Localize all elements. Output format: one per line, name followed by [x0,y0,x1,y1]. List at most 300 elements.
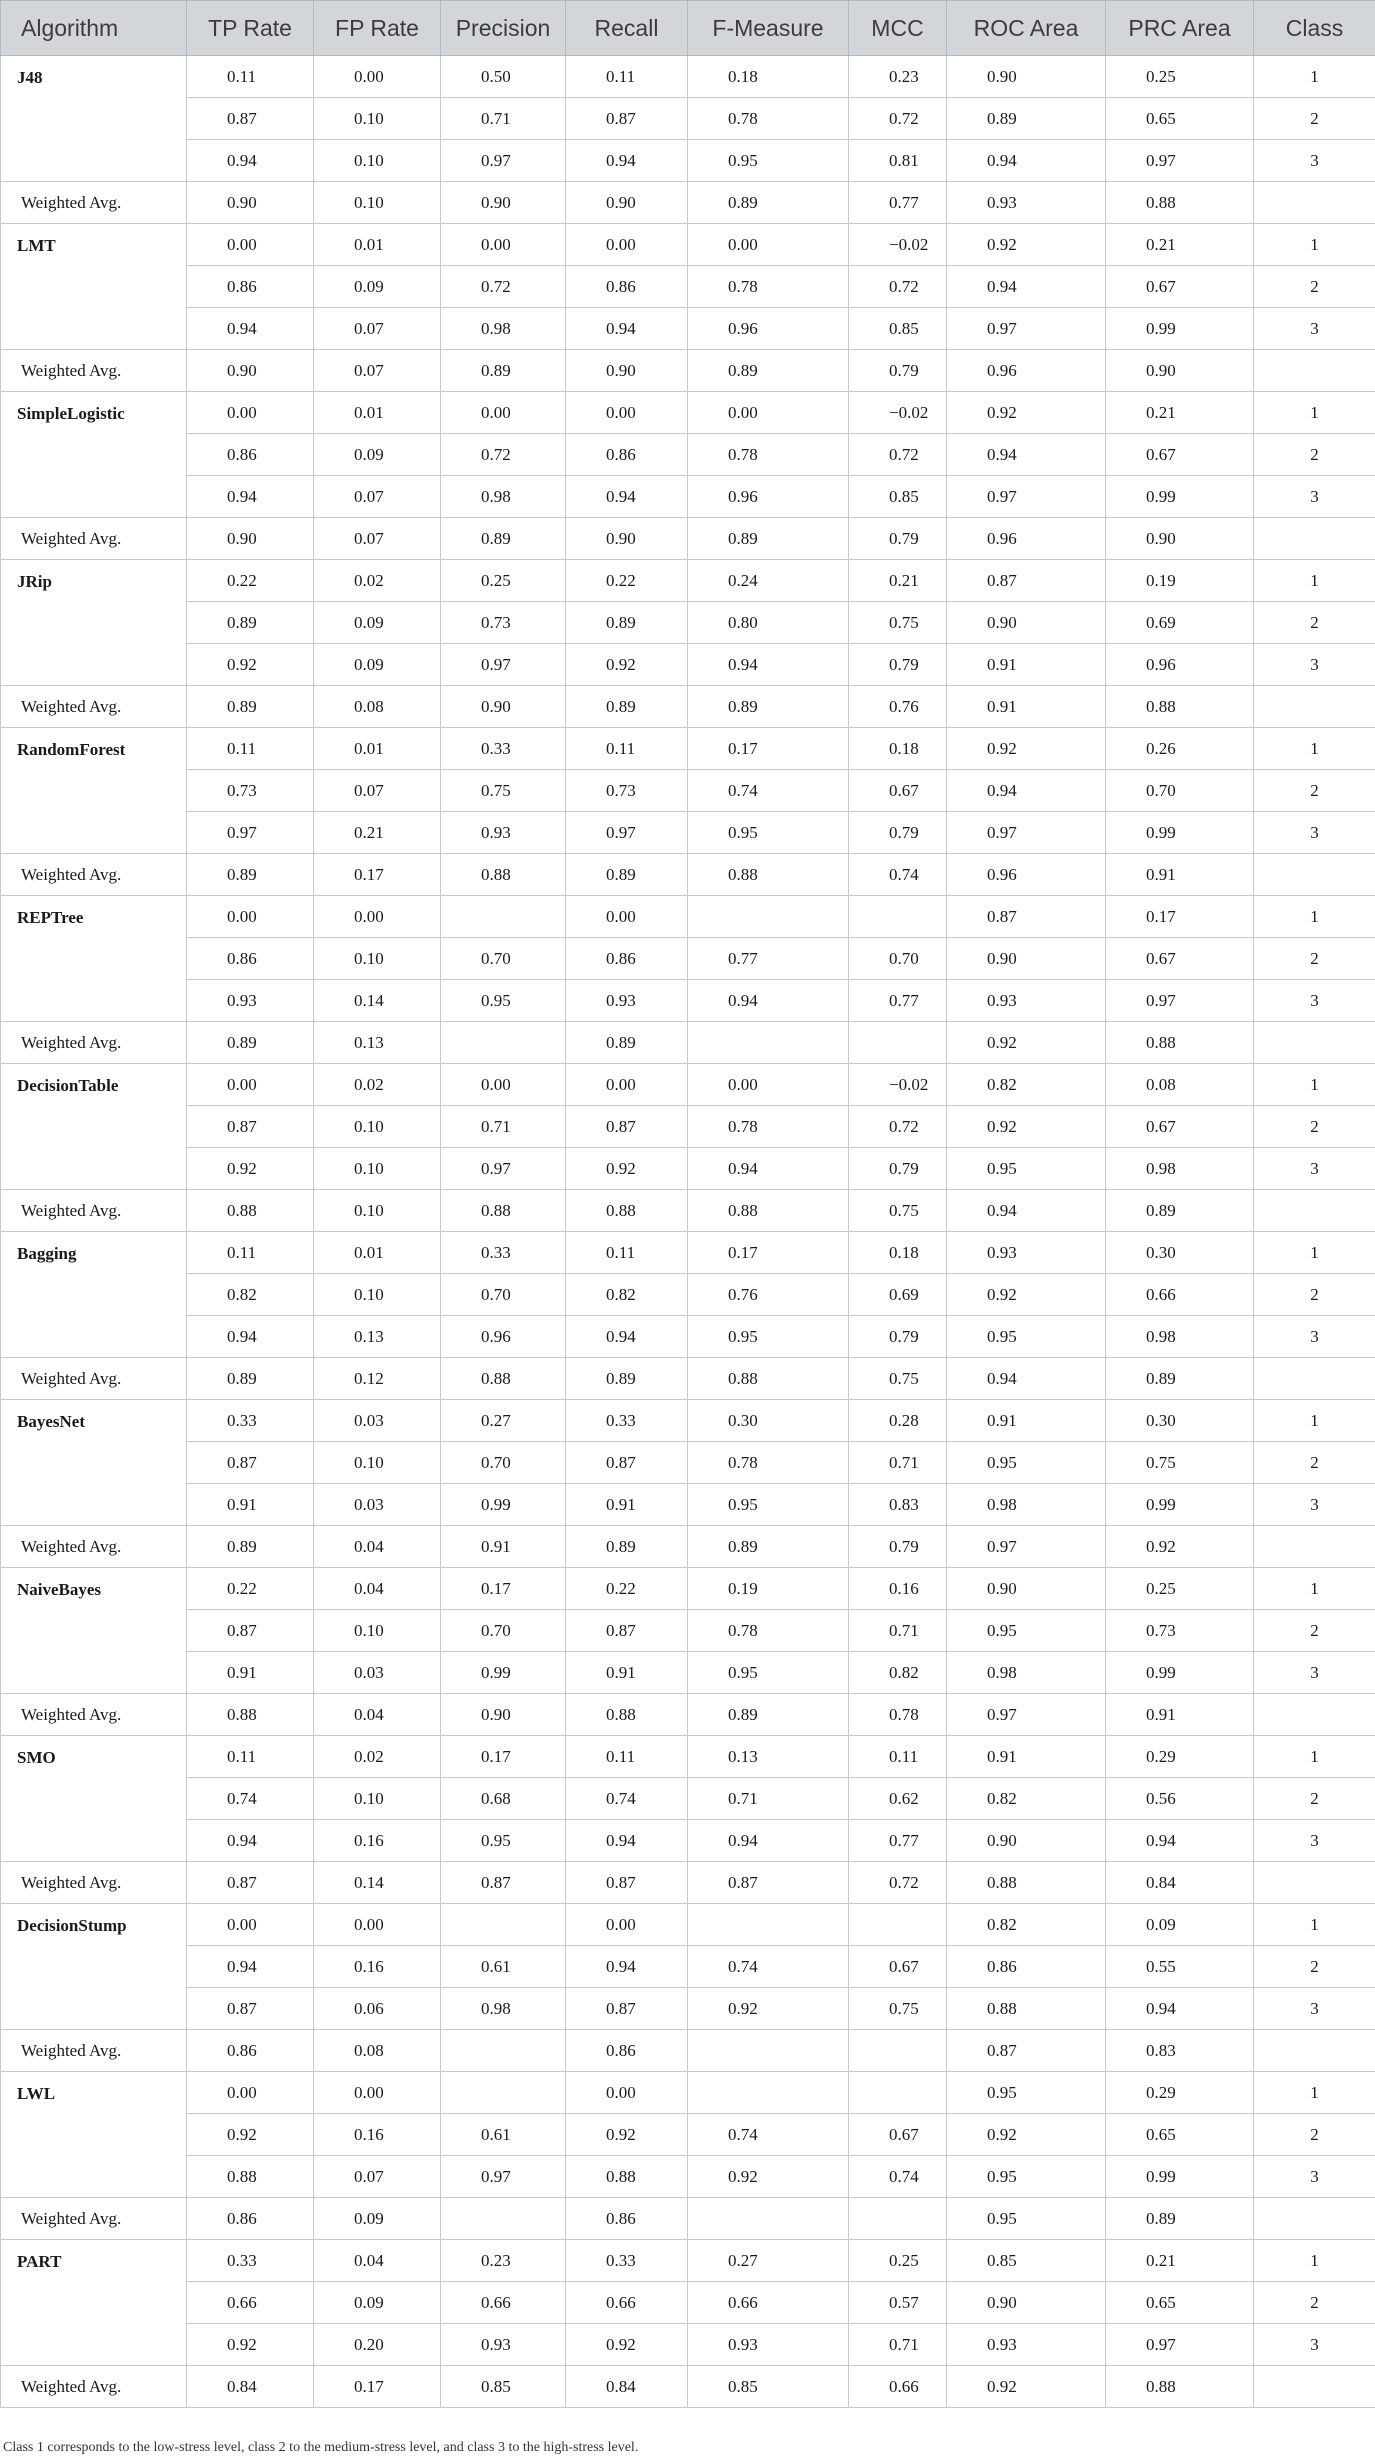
cell-class: 2 [1254,1610,1375,1652]
avg-tp-rate: 0.87 [187,1862,314,1904]
cell-fp-rate: 0.01 [314,224,441,266]
table-row [1,2156,1375,2198]
cell-roc-area: 0.82 [947,1904,1106,1946]
cell-precision: 0.25 [441,560,566,602]
avg-precision [441,1022,566,1064]
cell-mcc: 0.18 [849,728,947,770]
cell-tp-rate: 0.94 [187,308,314,350]
cell-precision: 0.00 [441,1064,566,1106]
avg-mcc: 0.79 [849,518,947,560]
cell-precision: 0.93 [441,812,566,854]
cell-f-measure: 0.74 [688,1946,849,1988]
cell-mcc: 0.21 [849,560,947,602]
cell-mcc: 0.25 [849,2240,947,2282]
cell-class: 3 [1254,1988,1375,2030]
cell-class: 2 [1254,1274,1375,1316]
avg-f-measure: 0.89 [688,1694,849,1736]
avg-roc-area: 0.91 [947,686,1106,728]
cell-roc-area: 0.90 [947,938,1106,980]
cell-tp-rate: 0.87 [187,98,314,140]
algorithm-name: Bagging [1,1232,187,1358]
avg-prc-area: 0.88 [1106,182,1254,224]
cell-precision [441,896,566,938]
cell-roc-area: 0.90 [947,56,1106,98]
avg-precision: 0.90 [441,1694,566,1736]
cell-prc-area: 0.98 [1106,1148,1254,1190]
avg-prc-area: 0.89 [1106,1358,1254,1400]
cell-mcc: 0.18 [849,1232,947,1274]
cell-roc-area: 0.92 [947,2114,1106,2156]
cell-tp-rate: 0.89 [187,602,314,644]
cell-prc-area: 0.97 [1106,980,1254,1022]
avg-f-measure: 0.89 [688,686,849,728]
cell-roc-area: 0.93 [947,2324,1106,2366]
cell-fp-rate: 0.07 [314,308,441,350]
avg-roc-area: 0.94 [947,1358,1106,1400]
weighted-avg-label: Weighted Avg. [1,2198,187,2240]
cell-fp-rate: 0.09 [314,266,441,308]
table-row [1,476,1375,518]
weighted-avg-row [1,2030,1375,2072]
cell-roc-area: 0.97 [947,812,1106,854]
cell-f-measure: 0.78 [688,434,849,476]
cell-prc-area: 0.25 [1106,56,1254,98]
cell-tp-rate: 0.00 [187,896,314,938]
header-f-measure: F-Measure [688,1,849,56]
cell-class: 1 [1254,2240,1375,2282]
avg-roc-area: 0.92 [947,2366,1106,2408]
cell-class: 1 [1254,1736,1375,1778]
cell-recall: 0.87 [566,1106,688,1148]
table-row [1,1106,1375,1148]
avg-recall: 0.89 [566,1022,688,1064]
cell-prc-area: 0.96 [1106,644,1254,686]
cell-f-measure: 0.24 [688,560,849,602]
cell-precision: 0.17 [441,1568,566,1610]
avg-roc-area: 0.97 [947,1526,1106,1568]
cell-recall: 0.86 [566,434,688,476]
cell-roc-area: 0.82 [947,1778,1106,1820]
cell-prc-area: 0.70 [1106,770,1254,812]
cell-recall: 0.11 [566,56,688,98]
avg-class [1254,2198,1375,2240]
avg-class [1254,350,1375,392]
cell-recall: 0.87 [566,1988,688,2030]
cell-f-measure: 0.93 [688,2324,849,2366]
cell-class: 2 [1254,602,1375,644]
cell-f-measure: 0.95 [688,812,849,854]
cell-mcc: 0.74 [849,2156,947,2198]
cell-prc-area: 0.99 [1106,2156,1254,2198]
cell-f-measure: 0.96 [688,476,849,518]
avg-class [1254,518,1375,560]
cell-fp-rate: 0.02 [314,560,441,602]
cell-f-measure: 0.13 [688,1736,849,1778]
avg-fp-rate: 0.07 [314,350,441,392]
cell-f-measure: 0.27 [688,2240,849,2282]
table-row [1,1148,1375,1190]
cell-mcc: 0.85 [849,308,947,350]
avg-prc-area: 0.91 [1106,1694,1254,1736]
cell-tp-rate: 0.94 [187,476,314,518]
cell-fp-rate: 0.01 [314,728,441,770]
cell-class: 2 [1254,770,1375,812]
weighted-avg-row [1,1190,1375,1232]
cell-f-measure: 0.18 [688,56,849,98]
table-row [1,1274,1375,1316]
table-row [1,728,1375,770]
cell-f-measure: 0.77 [688,938,849,980]
table-row [1,1232,1375,1274]
cell-fp-rate: 0.06 [314,1988,441,2030]
table-row [1,1820,1375,1862]
weighted-avg-row [1,1694,1375,1736]
cell-precision: 0.27 [441,1400,566,1442]
avg-f-measure: 0.88 [688,1190,849,1232]
algorithm-name: LWL [1,2072,187,2198]
cell-fp-rate: 0.00 [314,2072,441,2114]
table-row [1,1610,1375,1652]
cell-class: 2 [1254,1946,1375,1988]
cell-recall: 0.94 [566,1946,688,1988]
cell-recall: 0.33 [566,2240,688,2282]
avg-roc-area: 0.95 [947,2198,1106,2240]
cell-f-measure: 0.00 [688,392,849,434]
cell-mcc: 0.28 [849,1400,947,1442]
cell-roc-area: 0.90 [947,2282,1106,2324]
cell-fp-rate: 0.01 [314,392,441,434]
cell-f-measure: 0.71 [688,1778,849,1820]
cell-tp-rate: 0.22 [187,560,314,602]
cell-roc-area: 0.95 [947,1148,1106,1190]
avg-f-measure: 0.89 [688,1526,849,1568]
cell-tp-rate: 0.86 [187,938,314,980]
cell-precision: 0.72 [441,434,566,476]
cell-f-measure: 0.96 [688,308,849,350]
cell-class: 2 [1254,1442,1375,1484]
weighted-avg-label: Weighted Avg. [1,1526,187,1568]
cell-prc-area: 0.19 [1106,560,1254,602]
table-row [1,770,1375,812]
avg-mcc: 0.76 [849,686,947,728]
cell-f-measure [688,896,849,938]
cell-precision: 0.99 [441,1484,566,1526]
cell-roc-area: 0.92 [947,1274,1106,1316]
cell-fp-rate: 0.01 [314,1232,441,1274]
cell-tp-rate: 0.73 [187,770,314,812]
cell-recall: 0.33 [566,1400,688,1442]
cell-roc-area: 0.89 [947,98,1106,140]
cell-mcc: 0.75 [849,602,947,644]
cell-fp-rate: 0.00 [314,1904,441,1946]
cell-class: 3 [1254,140,1375,182]
cell-prc-area: 0.69 [1106,602,1254,644]
cell-tp-rate: 0.22 [187,1568,314,1610]
weighted-avg-label: Weighted Avg. [1,2030,187,2072]
cell-precision: 0.99 [441,1652,566,1694]
cell-tp-rate: 0.87 [187,1610,314,1652]
cell-f-measure [688,1904,849,1946]
cell-f-measure: 0.94 [688,1820,849,1862]
cell-f-measure: 0.74 [688,2114,849,2156]
cell-fp-rate: 0.14 [314,980,441,1022]
cell-tp-rate: 0.00 [187,2072,314,2114]
cell-recall: 0.22 [566,560,688,602]
avg-f-measure: 0.85 [688,2366,849,2408]
cell-tp-rate: 0.88 [187,2156,314,2198]
cell-mcc: 0.62 [849,1778,947,1820]
cell-class: 2 [1254,434,1375,476]
table-row [1,938,1375,980]
weighted-avg-label: Weighted Avg. [1,854,187,896]
cell-class: 3 [1254,1316,1375,1358]
cell-roc-area: 0.88 [947,1988,1106,2030]
table-row [1,602,1375,644]
avg-class [1254,1358,1375,1400]
cell-recall: 0.87 [566,98,688,140]
avg-tp-rate: 0.86 [187,2030,314,2072]
cell-recall: 0.87 [566,1442,688,1484]
avg-roc-area: 0.92 [947,1022,1106,1064]
cell-prc-area: 0.73 [1106,1610,1254,1652]
avg-precision [441,2030,566,2072]
cell-tp-rate: 0.92 [187,2114,314,2156]
avg-precision: 0.89 [441,350,566,392]
avg-tp-rate: 0.90 [187,182,314,224]
cell-mcc: −0.02 [849,392,947,434]
cell-roc-area: 0.92 [947,224,1106,266]
cell-f-measure: 0.78 [688,1106,849,1148]
avg-recall: 0.88 [566,1190,688,1232]
cell-mcc: 0.70 [849,938,947,980]
cell-recall: 0.00 [566,2072,688,2114]
table-row [1,56,1375,98]
avg-recall: 0.87 [566,1862,688,1904]
avg-f-measure: 0.87 [688,1862,849,1904]
cell-prc-area: 0.09 [1106,1904,1254,1946]
header-mcc: MCC [849,1,947,56]
avg-fp-rate: 0.08 [314,686,441,728]
cell-roc-area: 0.85 [947,2240,1106,2282]
cell-roc-area: 0.87 [947,896,1106,938]
cell-recall: 0.94 [566,1316,688,1358]
cell-f-measure: 0.17 [688,1232,849,1274]
cell-prc-area: 0.75 [1106,1442,1254,1484]
avg-recall: 0.89 [566,686,688,728]
cell-f-measure: 0.00 [688,224,849,266]
cell-f-measure: 0.95 [688,140,849,182]
cell-class: 3 [1254,1652,1375,1694]
cell-recall: 0.94 [566,476,688,518]
cell-fp-rate: 0.09 [314,602,441,644]
table-row [1,2240,1375,2282]
cell-fp-rate: 0.10 [314,1778,441,1820]
cell-roc-area: 0.94 [947,434,1106,476]
avg-fp-rate: 0.07 [314,518,441,560]
cell-tp-rate: 0.86 [187,434,314,476]
cell-prc-area: 0.98 [1106,1316,1254,1358]
header-precision: Precision [441,1,566,56]
cell-prc-area: 0.65 [1106,2114,1254,2156]
avg-f-measure [688,1022,849,1064]
cell-recall: 0.92 [566,2114,688,2156]
cell-mcc: 0.67 [849,2114,947,2156]
cell-recall: 0.11 [566,728,688,770]
cell-class: 1 [1254,224,1375,266]
algorithm-name: PART [1,2240,187,2366]
cell-fp-rate: 0.03 [314,1400,441,1442]
avg-f-measure: 0.88 [688,854,849,896]
cell-tp-rate: 0.00 [187,1064,314,1106]
avg-recall: 0.89 [566,1358,688,1400]
cell-class: 2 [1254,938,1375,980]
cell-fp-rate: 0.04 [314,2240,441,2282]
cell-prc-area: 0.99 [1106,1652,1254,1694]
cell-prc-area: 0.30 [1106,1232,1254,1274]
cell-tp-rate: 0.11 [187,1232,314,1274]
cell-class: 3 [1254,2156,1375,2198]
cell-roc-area: 0.95 [947,1442,1106,1484]
cell-f-measure: 0.78 [688,1610,849,1652]
cell-f-measure: 0.78 [688,266,849,308]
cell-tp-rate: 0.11 [187,56,314,98]
cell-class: 3 [1254,2324,1375,2366]
avg-tp-rate: 0.88 [187,1190,314,1232]
table-row [1,980,1375,1022]
cell-tp-rate: 0.00 [187,224,314,266]
cell-fp-rate: 0.10 [314,1148,441,1190]
table-row [1,1988,1375,2030]
cell-mcc [849,896,947,938]
cell-prc-area: 0.17 [1106,896,1254,938]
avg-roc-area: 0.96 [947,350,1106,392]
cell-mcc [849,1904,947,1946]
weighted-avg-label: Weighted Avg. [1,1022,187,1064]
avg-mcc: 0.77 [849,182,947,224]
cell-prc-area: 0.66 [1106,1274,1254,1316]
table-row [1,434,1375,476]
avg-mcc: 0.72 [849,1862,947,1904]
avg-class [1254,1694,1375,1736]
cell-class: 3 [1254,1820,1375,1862]
cell-roc-area: 0.94 [947,140,1106,182]
cell-fp-rate: 0.00 [314,56,441,98]
cell-mcc: 0.23 [849,56,947,98]
cell-f-measure: 0.78 [688,1442,849,1484]
cell-recall: 0.00 [566,392,688,434]
cell-precision: 0.97 [441,644,566,686]
cell-fp-rate: 0.16 [314,2114,441,2156]
cell-precision: 0.33 [441,1232,566,1274]
cell-prc-area: 0.65 [1106,98,1254,140]
cell-prc-area: 0.67 [1106,266,1254,308]
cell-roc-area: 0.82 [947,1064,1106,1106]
weighted-avg-row [1,1526,1375,1568]
cell-recall: 0.92 [566,644,688,686]
cell-f-measure: 0.00 [688,1064,849,1106]
cell-precision: 0.97 [441,140,566,182]
cell-class: 3 [1254,476,1375,518]
cell-tp-rate: 0.11 [187,1736,314,1778]
cell-tp-rate: 0.91 [187,1652,314,1694]
avg-roc-area: 0.87 [947,2030,1106,2072]
cell-mcc: 0.79 [849,1316,947,1358]
cell-mcc: −0.02 [849,224,947,266]
avg-prc-area: 0.88 [1106,1022,1254,1064]
cell-fp-rate: 0.09 [314,434,441,476]
cell-mcc: 0.57 [849,2282,947,2324]
cell-class: 1 [1254,1064,1375,1106]
avg-tp-rate: 0.90 [187,350,314,392]
table-row [1,2324,1375,2366]
cell-prc-area: 0.94 [1106,1820,1254,1862]
avg-tp-rate: 0.84 [187,2366,314,2408]
algorithm-name: JRip [1,560,187,686]
cell-prc-area: 0.08 [1106,1064,1254,1106]
cell-fp-rate: 0.16 [314,1820,441,1862]
cell-fp-rate: 0.16 [314,1946,441,1988]
cell-precision: 0.70 [441,938,566,980]
cell-prc-area: 0.67 [1106,1106,1254,1148]
avg-mcc [849,2030,947,2072]
cell-prc-area: 0.21 [1106,392,1254,434]
cell-recall: 0.92 [566,2324,688,2366]
weighted-avg-row [1,1862,1375,1904]
cell-fp-rate: 0.10 [314,938,441,980]
cell-fp-rate: 0.07 [314,770,441,812]
cell-mcc: 0.72 [849,1106,947,1148]
cell-precision: 0.50 [441,56,566,98]
cell-f-measure: 0.92 [688,1988,849,2030]
weighted-avg-row [1,1358,1375,1400]
cell-class: 1 [1254,2072,1375,2114]
cell-recall: 0.86 [566,266,688,308]
cell-class: 3 [1254,812,1375,854]
algorithm-name: BayesNet [1,1400,187,1526]
cell-precision: 0.96 [441,1316,566,1358]
cell-roc-area: 0.95 [947,2072,1106,2114]
avg-mcc: 0.79 [849,350,947,392]
avg-roc-area: 0.96 [947,854,1106,896]
cell-precision: 0.95 [441,980,566,1022]
cell-precision: 0.98 [441,308,566,350]
cell-f-measure: 0.66 [688,2282,849,2324]
cell-roc-area: 0.93 [947,1232,1106,1274]
cell-fp-rate: 0.03 [314,1652,441,1694]
table-row [1,392,1375,434]
cell-tp-rate: 0.66 [187,2282,314,2324]
avg-tp-rate: 0.89 [187,1358,314,1400]
avg-mcc: 0.75 [849,1358,947,1400]
cell-f-measure: 0.94 [688,980,849,1022]
table-row [1,2072,1375,2114]
algorithm-name: NaiveBayes [1,1568,187,1694]
cell-precision: 0.97 [441,2156,566,2198]
cell-precision: 0.71 [441,1106,566,1148]
cell-precision: 0.95 [441,1820,566,1862]
cell-mcc: 0.67 [849,770,947,812]
cell-f-measure: 0.74 [688,770,849,812]
avg-recall: 0.86 [566,2030,688,2072]
cell-prc-area: 0.99 [1106,476,1254,518]
cell-mcc: 0.79 [849,812,947,854]
cell-prc-area: 0.55 [1106,1946,1254,1988]
avg-fp-rate: 0.13 [314,1022,441,1064]
cell-precision: 0.70 [441,1610,566,1652]
avg-fp-rate: 0.09 [314,2198,441,2240]
cell-roc-area: 0.86 [947,1946,1106,1988]
cell-prc-area: 0.26 [1106,728,1254,770]
